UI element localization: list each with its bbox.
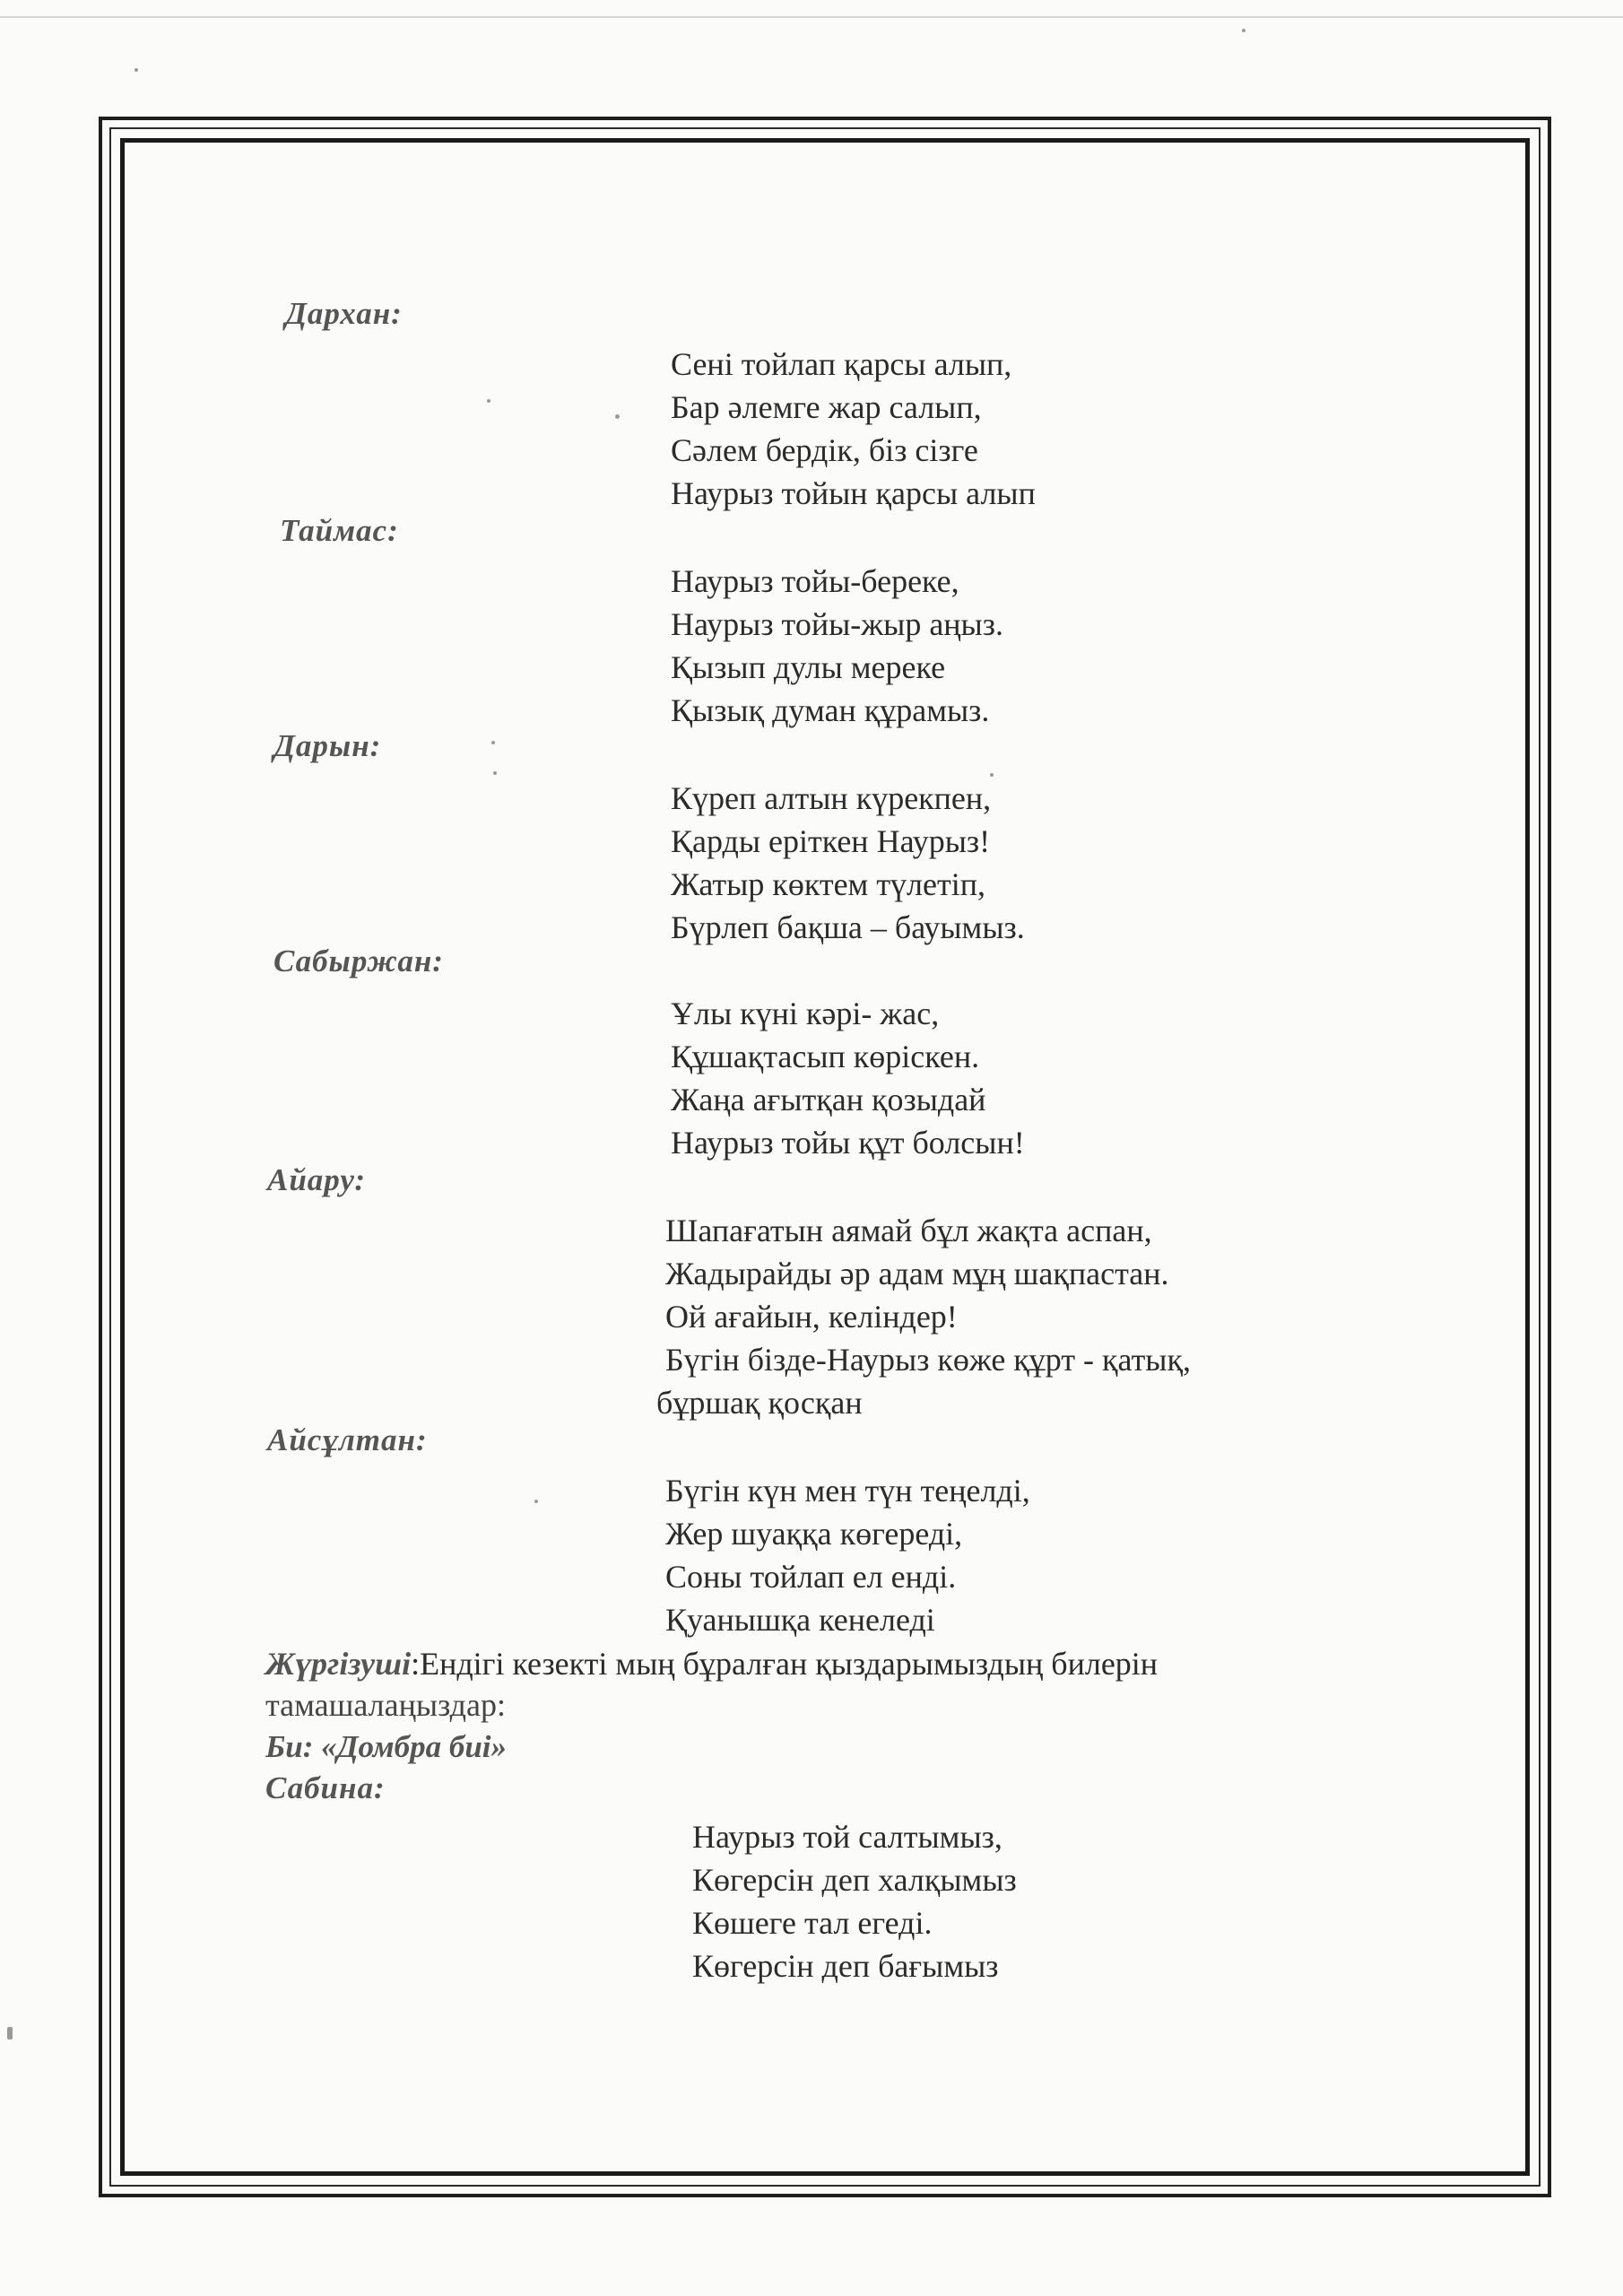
verse-line: Қызып дулы мереке: [671, 649, 946, 685]
verse-line: Наурыз тойы-жыр аңыз.: [671, 606, 1003, 642]
verse-line: Бүгін күн мен түн теңелді,: [665, 1473, 1030, 1509]
host-text-line2: тамашалаңыздар:: [265, 1687, 506, 1723]
verse-line: Жадырайды әр адам мұң шақпастан.: [665, 1256, 1169, 1292]
scan-speck: [487, 399, 490, 403]
verse-line: Жер шуаққа көгереді,: [665, 1516, 963, 1552]
scan-speck: [534, 1500, 538, 1503]
verse-line: Бүгін бізде-Наурыз көже құрт - қатық,: [665, 1342, 1191, 1378]
scan-speck: [1242, 29, 1245, 32]
scan-speck: [135, 68, 138, 72]
verse-line: Күреп алтын күрекпен,: [671, 780, 992, 816]
verse-line: Наурыз тойы-береке,: [671, 563, 959, 599]
speaker-sabina: Сабина:: [265, 1770, 386, 1805]
host-text-line1: :Ендігі кезекті мың бұралған қыздарымыздың билерін: [411, 1646, 1159, 1682]
verse-line: Шапағатын аямай бұл жақта аспан,: [665, 1213, 1152, 1248]
verse-line: Қуанышқа кенеледі: [665, 1602, 935, 1638]
verse-line: Соны тойлап ел енді.: [665, 1559, 957, 1595]
scan-speck: [7, 2027, 13, 2039]
verse-line: Көгерсін деп халқымыз: [692, 1862, 1017, 1898]
host-label: Жүргізуші: [265, 1646, 412, 1682]
scan-speck: [990, 773, 994, 777]
verse-darkhan: [671, 343, 1036, 515]
speaker-taimas: Таймас:: [280, 513, 399, 548]
verse-line: Көгерсін деп бағымыз: [692, 1948, 999, 1984]
verse-line: Қарды еріткен Наурыз!: [671, 823, 991, 859]
verse-taimas: [671, 560, 1003, 732]
verse-line: Наурыз той салтымыз,: [692, 1819, 1002, 1855]
verse-sabina: [692, 1815, 1017, 1987]
verse-line: Жаңа ағытқан қозыдай: [671, 1082, 986, 1118]
verse-line: Ой ағайын, келіндер!: [665, 1299, 958, 1335]
verse-line: Бүрлеп бақша – бауымыз.: [671, 909, 1025, 945]
verse-line: Көшеге тал егеді.: [692, 1905, 933, 1941]
speaker-aiaru: Айару:: [267, 1162, 367, 1197]
verse-aisultan: [665, 1469, 1030, 1641]
verse-line: Жатыр көктем түлетіп,: [671, 866, 985, 902]
verse-line: Ұлы күні кәрі- жас,: [671, 996, 940, 1031]
verse-daryn: [671, 777, 1025, 949]
speaker-daryn: Дарын:: [273, 728, 382, 763]
verse-line: Сені тойлап қарсы алып,: [671, 346, 1012, 382]
verse-line: Бар әлемге жар салып,: [671, 389, 982, 425]
scan-speck: [493, 771, 497, 775]
scan-speck: [491, 741, 495, 744]
speaker-aisultan: Айсұлтан:: [267, 1422, 428, 1457]
verse-line: Қызық думан құрамыз.: [671, 692, 990, 728]
verse-sabyrzhan: [671, 992, 1025, 1164]
host-announcement: [265, 1645, 1158, 1683]
verse-line: бұршақ қосқан: [656, 1385, 863, 1421]
verse-line: Наурыз тойын қарсы алып: [671, 475, 1036, 511]
speaker-sabyrzhan: Сабыржан:: [273, 944, 444, 978]
speaker-darkhan: Дархан:: [285, 296, 403, 331]
scan-speck: [615, 414, 620, 419]
verse-line: Сәлем бердік, біз сізге: [671, 432, 978, 468]
verse-line: Құшақтасып көріскен.: [671, 1039, 980, 1074]
scan-edge-line: [0, 16, 1623, 18]
dance-title: Би: «Домбра биі»: [265, 1729, 508, 1764]
verse-line: Наурыз тойы құт болсын!: [671, 1125, 1025, 1161]
verse-aiaru: [656, 1209, 1191, 1424]
